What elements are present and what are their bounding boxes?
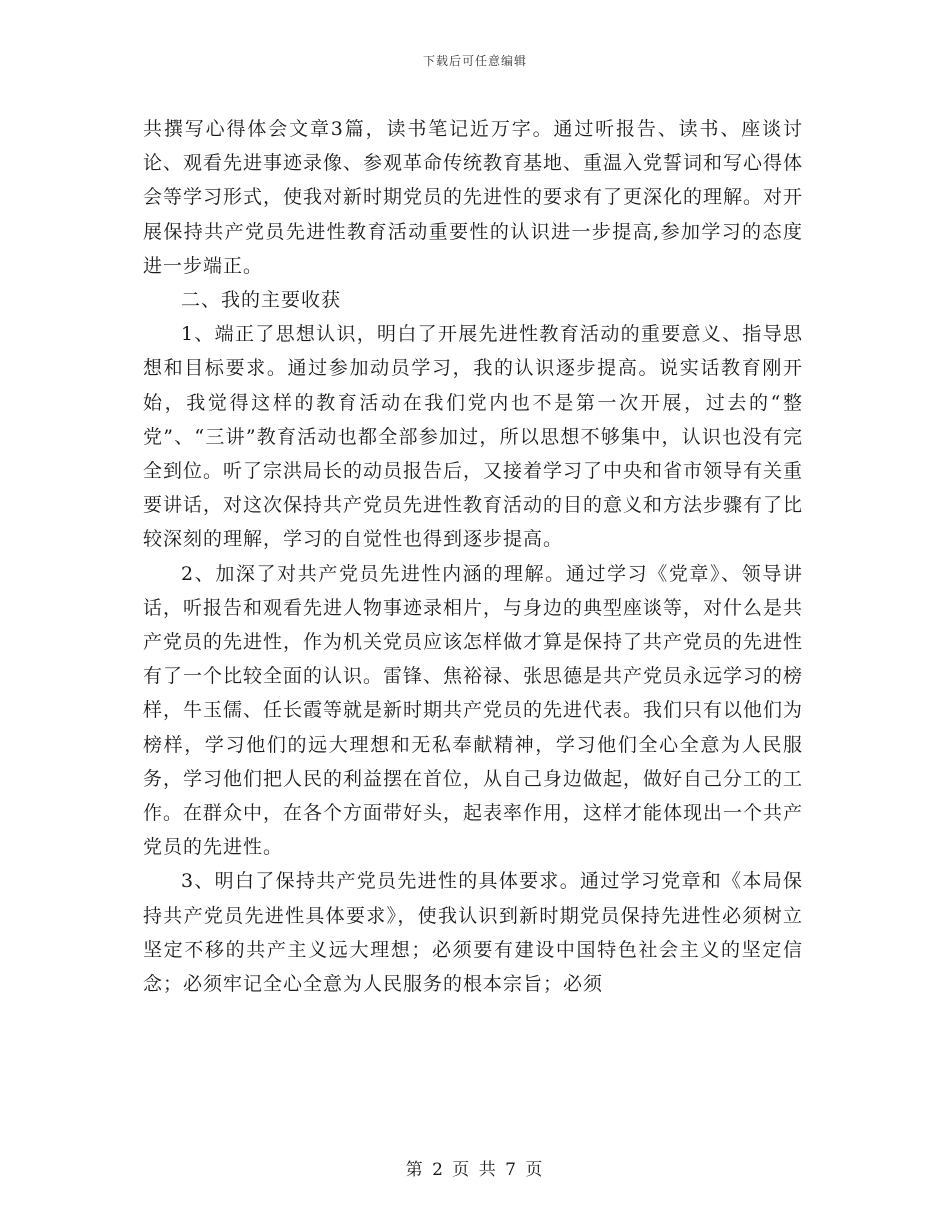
- paragraph-continuation: 共撰写心得体会文章3篇，读书笔记近万字。通过听报告、读书、座谈讨论、观看先进事迹录像、参观革命传统教育基地、重温入党誓词和写心得体会等学习形式，使我对新时期党员的先进性的要求有了更深化的理解。对开展保持共产党员先进性教育活动重要性的认识进一步提高,参加学习的态度进一步端正。: [143, 118, 804, 277]
- document-body: [143, 112, 803, 1001]
- page-number: 第 2 页 共 7 页: [405, 1160, 545, 1180]
- page-header: 下载后可任意编辑: [422, 54, 527, 68]
- section-heading: 二、我的主要收获: [181, 289, 342, 312]
- paragraph-item-3: 3、明白了保持共产党员先进性的具体要求。通过学习党章和《本局保持共产党员先进性具体要求》，使我认识到新时期党员保持先进性必须树立坚定不移的共产主义远大理想；必须要有建设中国特色社会主义的坚定信念；必须牢记全心全意为人民服务的根本宗旨；必须: [143, 870, 803, 996]
- paragraph-item-2: 2、加深了对共产党员先进性内涵的理解。通过学习《党章》、领导讲话，听报告和观看先进人物事迹录相片，与身边的典型座谈等，对什么是共产党员的先进性，作为机关党员应该怎样做才算是保持了共产党员的先进性有了一个比较全面的认识。雷锋、焦裕禄、张思德是共产党员永远学习的榜样，牛玉儒、任长霞等就是新时期共产党员的先进代表。我们只有以他们为榜样，学习他们的远大理想和无私奉献精神，学习他们全心全意为人民服务，学习他们把人民的利益摆在首位，从自己身边做起，做好自己分工的工作。在群众中，在各个方面带好头，起表率作用，这样才能体现出一个共产党员的先进性。: [143, 562, 804, 859]
- paragraph-item-1: 1、端正了思想认识，明白了开展先进性教育活动的重要意义、指导思想和目标要求。通过参加动员学习，我的认识逐步提高。说实话教育刚开始，我觉得这样的教育活动在我们党内也不是第一次开展，过去的“整党”、“三讲”教育活动也都全部参加过，所以思想不够集中，认识也没有完全到位。听了宗洪局长的动员报告后，又接着学习了中央和省市领导有关重要讲话，对这次保持共产党员先进性教育活动的目的意义和方法步骤有了比较深刻的理解，学习的自觉性也得到逐步提高。: [143, 323, 804, 551]
